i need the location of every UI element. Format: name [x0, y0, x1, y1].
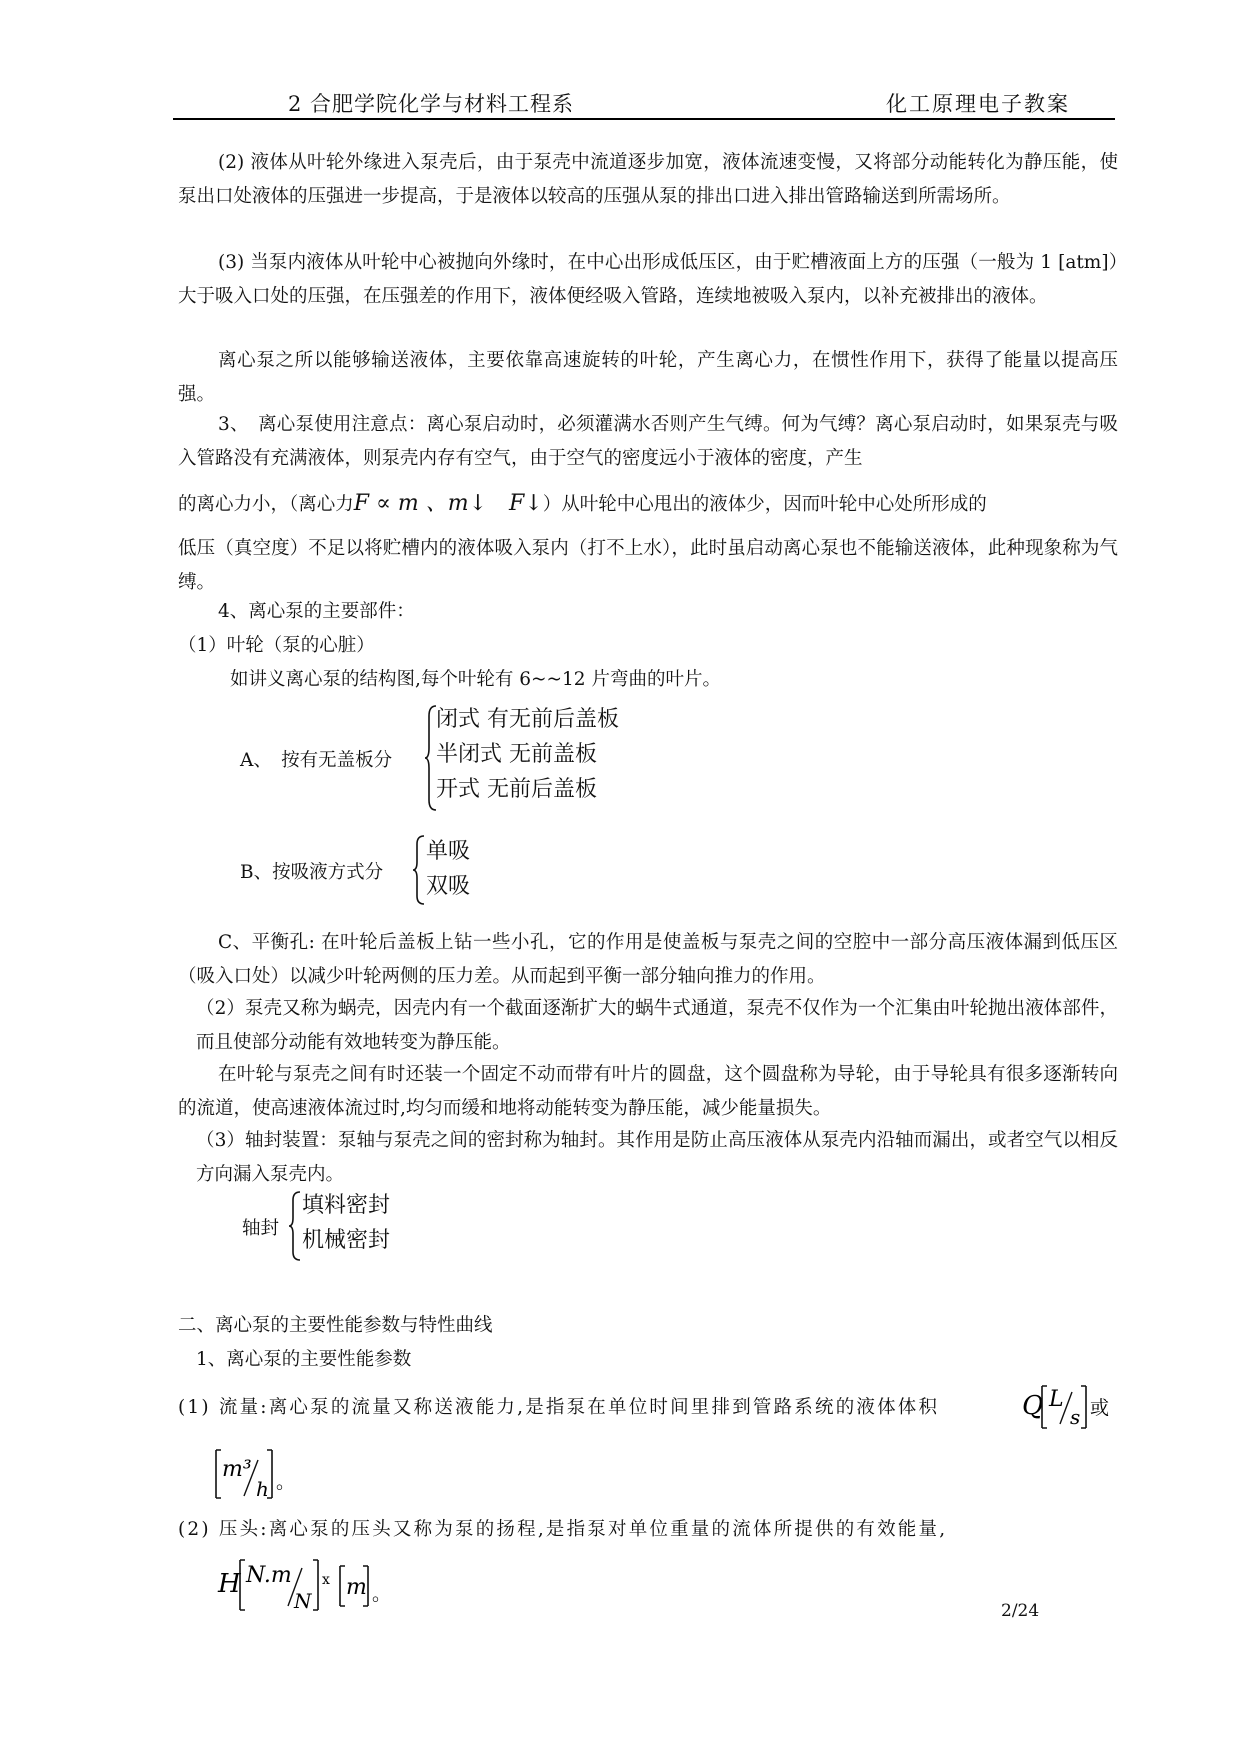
head-unit2: m — [346, 1575, 367, 1600]
paragraph-casing-flow: (2) 液体从叶轮外缘进入泵壳后，由于泵壳中流道逐步加宽，液体流速变慢，又将部分动能转化为静压能，使泵出口处液体的压强进一步提高，于是液体以较高的压强从泵的排出口进入排出管路输送到所需场所。 — [178, 152, 1118, 207]
section-main-parts: 4、离心泵的主要部件： — [218, 601, 415, 622]
section-impeller: （1）叶轮（泵的心脏） — [178, 635, 375, 656]
header-rule — [173, 118, 1115, 120]
flow-unit2-denominator: h — [256, 1477, 269, 1501]
header-institution: 2 合肥学院化学与材料工程系 — [288, 92, 575, 116]
paragraph-guide-wheel: 在叶轮与泵壳之间有时还装一个固定不动而带有叶片的圆盘，这个圆盘称为导轮，由于导轮具有很多逐渐转向的流道，使高速液体流过时,均匀而缓和地将动能转变为静压能，减少能量损失。 — [178, 1064, 1118, 1119]
flow-rate-line — [178, 1394, 939, 1422]
paragraph-low-pressure: (3) 当泵内液体从叶轮中心被抛向外缘时，在中心出形成低压区，由于贮槽液面上方的压强（一般为 1 [atm]）大于吸入口处的压强，在压强差的作用下，液体便经吸入管路，连续地被吸入泵内，以补充被排出的液体。 — [178, 252, 1118, 307]
flow-or: 或 — [1090, 1397, 1110, 1419]
page-number: 2/24 — [1001, 1601, 1040, 1621]
seal-packing: 填料密封 — [302, 1193, 391, 1218]
section-performance-params: 1、离心泵的主要性能参数 — [196, 1349, 412, 1370]
paragraph-air-binding-end: 低压（真空度）不足以将贮槽内的液体吸入泵内（打不上水），此时虽启动离心泵也不能输送液体，此种现象称为气缚。 — [178, 538, 1118, 593]
head-line — [178, 1516, 947, 1544]
impeller-blades-note: 如讲义离心泵的结构图,每个叶轮有 6~~12 片弯曲的叶片。 — [230, 669, 721, 690]
classification-by-cover: A、 按有无盖板分 — [240, 750, 393, 771]
head-symbol: H — [218, 1569, 241, 1599]
cover-types-list — [436, 702, 619, 807]
seal-types-list — [302, 1188, 390, 1258]
paragraph-principle: 离心泵之所以能够输送液体，主要依靠高速旋转的叶轮，产生离心力，在惯性作用下，获得了能量以提高压强。 — [178, 350, 1118, 405]
seal-mechanical: 机械密封 — [302, 1228, 391, 1253]
head-end: 。 — [372, 1583, 392, 1605]
formula-post: ）从叶轮中心甩出的液体少，因而叶轮中心处所形成的 — [542, 494, 987, 515]
paragraph-air-binding: 3、 离心泵使用注意点：离心泵启动时，必须灌满水否则产生气缚。何为气缚？离心泵启动时，如果泵壳与吸入管路没有充满液体，则泵壳内存有空气，由于空气的密度远小于液体的密度，产生 — [178, 414, 1118, 469]
paragraph-shaft-seal: （3）轴封装置：泵轴与泵壳之间的密封称为轴封。其作用是防止高压液体从泵壳内沿轴而漏出，或者空气以相反方向漏入泵壳内。 — [196, 1130, 1118, 1185]
flow-end: 。 — [276, 1471, 296, 1493]
flow-unit2-numerator: m³ — [222, 1457, 252, 1482]
shaft-seal-label: 轴封 — [242, 1218, 280, 1239]
paragraph-pump-casing: （2）泵壳又称为蜗壳，因壳内有一个截面逐渐扩大的蜗牛式通道，泵壳不仅作为一个汇集由叶轮抛出液体部件，而且使部分动能有效地转变为静压能。 — [196, 998, 1118, 1053]
brace-seal — [288, 1190, 302, 1262]
head-unit — [216, 1554, 406, 1614]
paragraph-balance-hole: C、平衡孔: 在叶轮后盖板上钻一些小孔，它的作用是使盖板与泵壳之间的空腔中一部分高压液体漏到低压区（吸入口处）以减少叶轮两侧的压力差。从而起到平衡一部分轴向推力的作用。 — [178, 932, 1118, 987]
suction-types-list — [426, 834, 470, 904]
head-separator: ⅹ — [322, 1572, 330, 1588]
head-unit-numerator: N.m — [246, 1563, 292, 1588]
suction-single: 单吸 — [426, 839, 471, 864]
suction-double: 双吸 — [426, 874, 471, 899]
centrifugal-force-formula: F ∝ m 、m↓ F↓ — [353, 491, 543, 516]
cover-type-semi-closed: 半闭式 无前盖板 — [436, 742, 597, 767]
section-performance: 二、离心泵的主要性能参数与特性曲线 — [178, 1315, 493, 1336]
cover-type-closed: 闭式 有无前后盖板 — [436, 707, 619, 732]
flow-rate-text: (1) 流量:离心泵的流量又称送液能力,是指泵在单位时间里排到管路系统的液体体积 — [178, 1397, 940, 1418]
flow-unit-numerator: L — [1049, 1387, 1064, 1412]
flow-unit-m3h — [208, 1444, 308, 1504]
classification-by-suction: B、按吸液方式分 — [240, 862, 384, 883]
brace-suction — [412, 834, 426, 906]
formula-pre: 的离心力小，（离心力 — [178, 494, 354, 515]
head-text: (2) 压头:离心泵的压头又称为泵的扬程,是指泵对单位重量的流体所提供的有效能量, — [178, 1519, 948, 1540]
flow-unit-denominator: s — [1070, 1405, 1081, 1429]
header-course-title: 化工原理电子教案 — [886, 92, 1070, 116]
flow-symbol: Q — [1022, 1391, 1044, 1421]
cover-type-open: 开式 无前后盖板 — [436, 777, 597, 802]
air-binding-formula-line — [178, 490, 987, 519]
flow-unit-ls — [1020, 1378, 1120, 1434]
head-unit-denominator: N — [294, 1589, 312, 1613]
